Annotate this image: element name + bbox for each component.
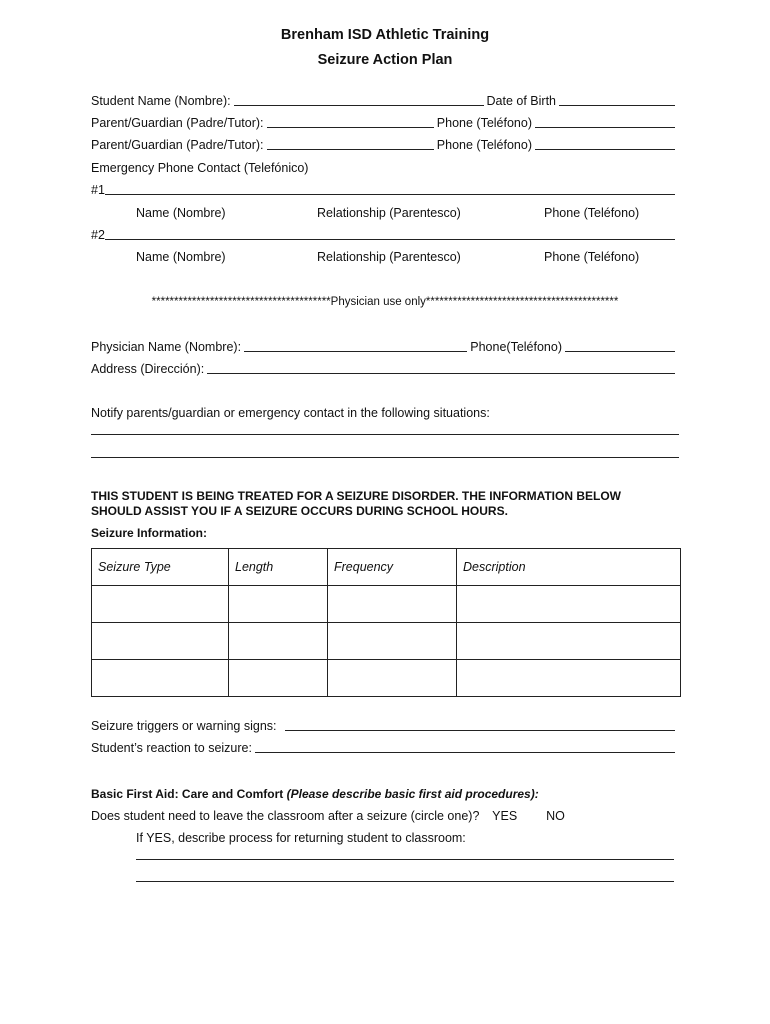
reaction-field[interactable] — [255, 752, 675, 753]
table-row — [92, 623, 681, 660]
guardian-2-phone-field[interactable] — [535, 149, 675, 150]
guardian-row-1 — [91, 115, 678, 131]
address-row — [91, 361, 678, 377]
guardian-1-phone-label: Phone (Teléfono) — [436, 116, 532, 130]
dob-field[interactable] — [559, 105, 675, 106]
address-field[interactable] — [207, 373, 675, 374]
table-cell[interactable] — [457, 586, 681, 623]
notify-line-1[interactable] — [91, 434, 679, 435]
reaction-label: Student’s reaction to seizure: — [91, 741, 252, 755]
contact-2-number: #2 — [91, 228, 105, 242]
table-cell[interactable] — [328, 660, 457, 697]
triggers-label: Seizure triggers or warning signs: — [91, 719, 277, 733]
no-option[interactable]: NO — [546, 809, 565, 823]
table-row — [92, 586, 681, 623]
table-cell[interactable] — [92, 586, 229, 623]
form-title: Brenham ISD Athletic Training — [280, 27, 490, 43]
contact-1-number: #1 — [91, 183, 105, 197]
disorder-notice-line-2: SHOULD ASSIST YOU IF A SEIZURE OCCURS DURING SCHOOL HOURS. — [91, 504, 508, 518]
contact-2-phone-label: Phone (Teléfono) — [544, 250, 640, 264]
notify-label: Notify parents/guardian or emergency contact in the following situations: — [91, 406, 490, 420]
contact-1-phone-label: Phone (Teléfono) — [544, 206, 640, 220]
first-aid-heading — [91, 786, 539, 802]
guardian-2-label: Parent/Guardian (Padre/Tutor): — [91, 138, 264, 152]
leave-classroom-row — [91, 808, 565, 824]
student-name-field[interactable] — [234, 105, 484, 106]
seizure-info-table — [91, 548, 681, 697]
student-name-label: Student Name (Nombre): — [91, 94, 231, 108]
address-label: Address (Dirección): — [91, 362, 205, 376]
physician-name-field[interactable] — [244, 351, 467, 352]
physician-name-label: Physician Name (Nombre): — [91, 340, 242, 354]
notify-line-2[interactable] — [91, 457, 679, 458]
col-frequency: Frequency — [328, 549, 457, 586]
emergency-contact-2-row — [91, 227, 678, 243]
table-cell[interactable] — [457, 623, 681, 660]
first-aid-heading-bold: Basic First Aid: Care and Comfort — [91, 787, 284, 801]
triggers-field[interactable] — [285, 730, 676, 731]
table-header-row — [92, 549, 681, 586]
triggers-row — [91, 718, 678, 734]
table-row — [92, 660, 681, 697]
physician-use-banner: ****************************************Physician use only******************************************* — [151, 296, 619, 308]
col-description: Description — [457, 549, 681, 586]
student-row — [91, 93, 678, 109]
col-length: Length — [229, 549, 328, 586]
contact-2-relationship-label: Relationship (Parentesco) — [317, 250, 461, 264]
dob-label: Date of Birth — [486, 94, 556, 108]
table-cell[interactable] — [229, 623, 328, 660]
table-cell[interactable] — [328, 586, 457, 623]
col-seizure-type: Seizure Type — [92, 549, 229, 586]
physician-row — [91, 339, 678, 355]
contact-2-name-label: Name (Nombre) — [136, 250, 226, 264]
guardian-1-field[interactable] — [267, 127, 434, 128]
table-cell[interactable] — [457, 660, 681, 697]
form-subtitle: Seizure Action Plan — [317, 52, 453, 68]
guardian-2-phone-label: Phone (Teléfono) — [436, 138, 532, 152]
return-process-line-1[interactable] — [136, 859, 674, 860]
table-cell[interactable] — [229, 586, 328, 623]
contact-1-name-label: Name (Nombre) — [136, 206, 226, 220]
seizure-info-heading: Seizure Information: — [91, 526, 208, 540]
table-cell[interactable] — [92, 623, 229, 660]
disorder-notice-line-1: THIS STUDENT IS BEING TREATED FOR A SEIZURE DISORDER. THE INFORMATION BELOW — [91, 489, 622, 503]
reaction-row — [91, 740, 678, 756]
table-cell[interactable] — [328, 623, 457, 660]
table-cell[interactable] — [229, 660, 328, 697]
contact-2-field[interactable] — [105, 239, 675, 240]
first-aid-heading-italic: (Please describe basic first aid procedures): — [286, 787, 539, 801]
table-cell[interactable] — [92, 660, 229, 697]
return-process-line-2[interactable] — [136, 881, 674, 882]
yes-option[interactable]: YES — [492, 809, 518, 823]
guardian-1-label: Parent/Guardian (Padre/Tutor): — [91, 116, 264, 130]
contact-1-field[interactable] — [105, 194, 675, 195]
contact-1-relationship-label: Relationship (Parentesco) — [317, 206, 461, 220]
return-process-label: If YES, describe process for returning student to classroom: — [136, 831, 466, 845]
emergency-contact-1-row — [91, 182, 678, 198]
emergency-heading: Emergency Phone Contact (Telefónico) — [91, 161, 309, 175]
physician-phone-field[interactable] — [565, 351, 675, 352]
guardian-2-field[interactable] — [267, 149, 434, 150]
guardian-1-phone-field[interactable] — [535, 127, 675, 128]
guardian-row-2 — [91, 137, 678, 153]
leave-classroom-question: Does student need to leave the classroom after a seizure (circle one)? — [91, 809, 480, 823]
physician-phone-label: Phone(Teléfono) — [470, 340, 562, 354]
